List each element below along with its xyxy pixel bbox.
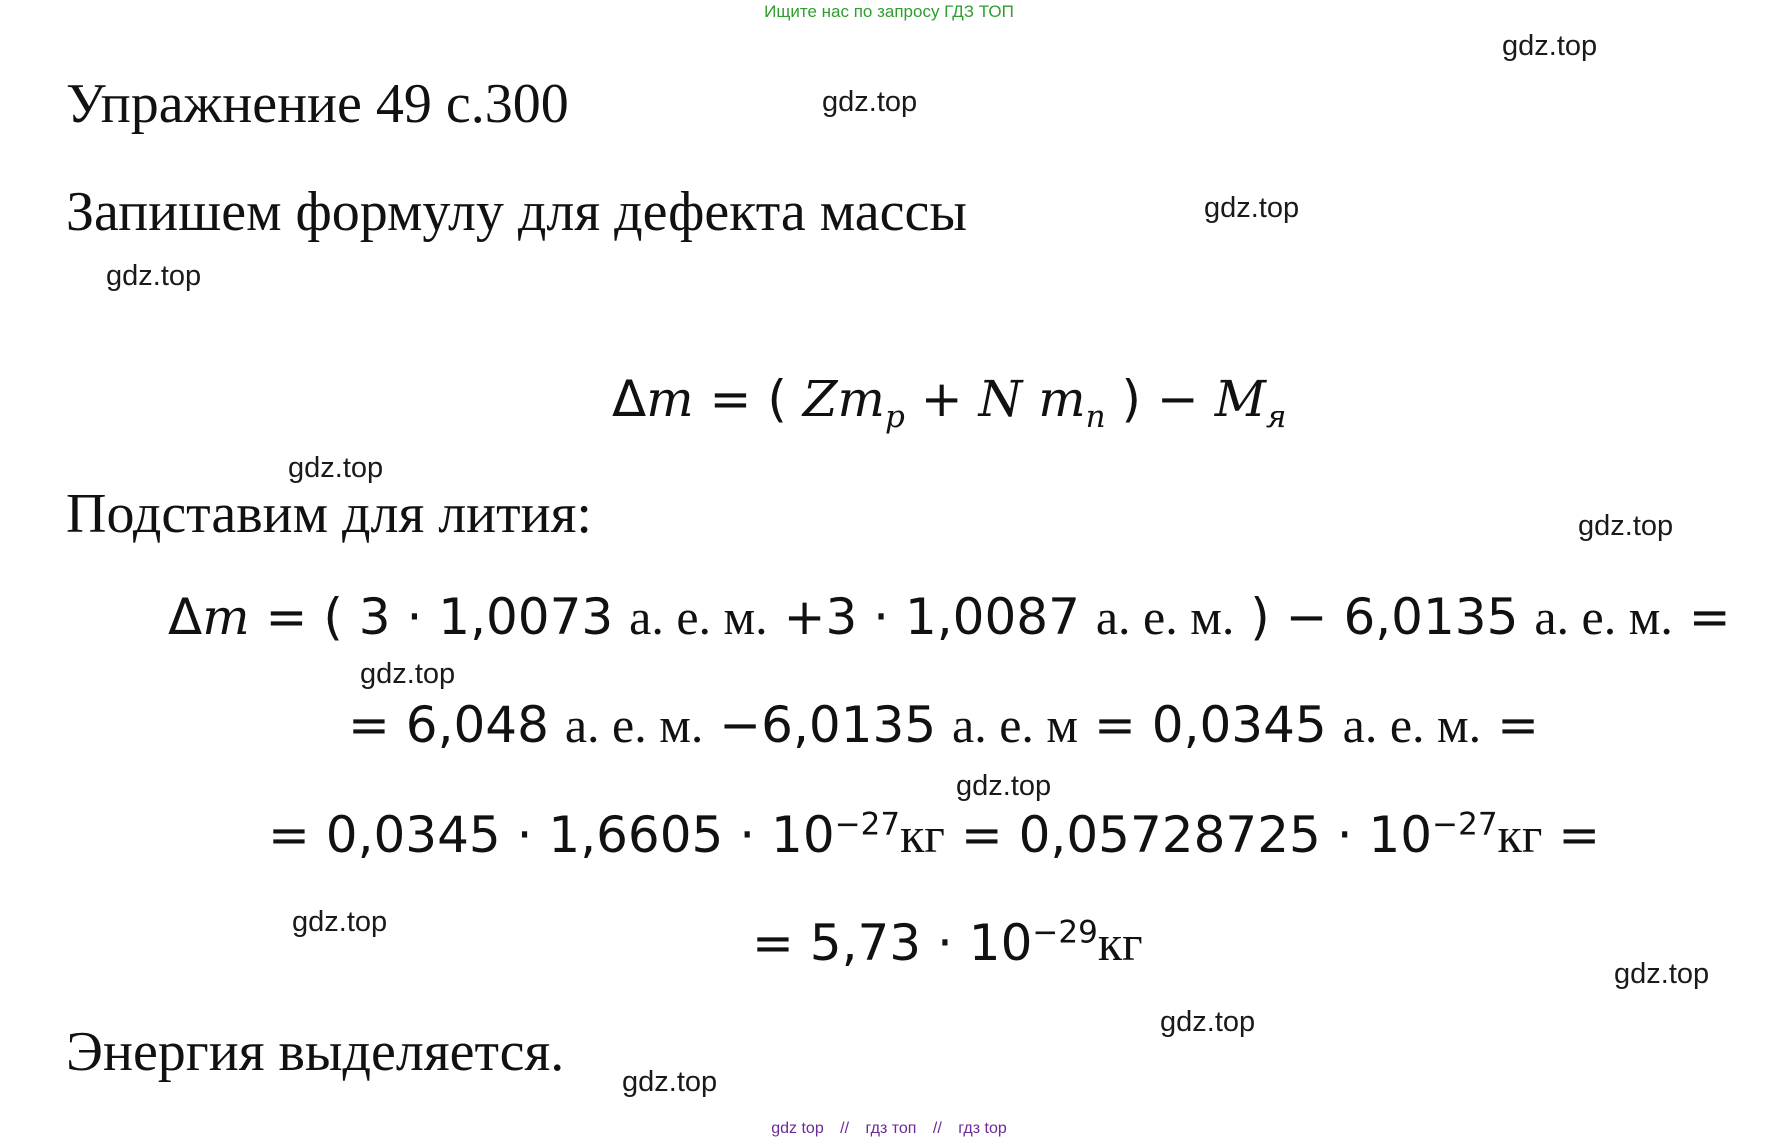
conclusion-text: Энергия выделяется. (66, 1021, 565, 1083)
n-subscript: n (1085, 399, 1106, 435)
watermark: gdz.top (1204, 192, 1300, 224)
unit-amu: а. е. м (952, 697, 1079, 753)
formula-intro-text: Запишем формулу для дефекта массы (66, 181, 967, 243)
equals-sign: = (265, 588, 308, 646)
delta-symbol: Δ (168, 588, 203, 646)
unit-amu: а. е. м. (1095, 589, 1235, 645)
watermark: gdz.top (360, 658, 456, 690)
equals-sign: = (1558, 806, 1601, 864)
watermark: gdz.top (1160, 1006, 1256, 1038)
minus-sign: − (1156, 370, 1199, 428)
banner-link[interactable]: гдз top (958, 1120, 1007, 1137)
calc-term: = 0,05728725 · 10 (960, 806, 1433, 864)
separator: // (932, 1120, 942, 1137)
m-variable: m (1038, 370, 1086, 428)
exponent: −27 (834, 806, 901, 843)
calc-row-2 (348, 696, 1539, 754)
equals-sign: = (1497, 696, 1539, 754)
p-subscript: p (884, 399, 905, 435)
calc-term: 3 · 1,0073 (358, 588, 614, 646)
unit-amu: а. е. м. (1342, 697, 1482, 753)
exponent: −29 (1032, 914, 1098, 951)
exponent: −27 (1432, 806, 1498, 843)
calc-term: +3 · 1,0087 (783, 588, 1080, 646)
calc-term: −6,0135 (719, 696, 937, 754)
watermark: gdz.top (106, 260, 202, 292)
m-variable: m (646, 370, 694, 428)
calc-row-4 (752, 914, 1143, 972)
top-banner: Ищите нас по запросу ГДЗ ТОП (764, 2, 1014, 21)
calc-term: = 0,0345 · 1,6605 · 10 (268, 806, 835, 864)
plus-sign: + (920, 370, 963, 428)
delta-symbol: Δ (612, 370, 647, 428)
bottom-banner (0, 1120, 1778, 1138)
n-variable: N (978, 370, 1023, 428)
calc-row-3 (268, 806, 1600, 864)
equals-sign: = (709, 370, 752, 428)
m-capital-variable: M (1214, 370, 1266, 428)
left-paren: ( (767, 370, 787, 428)
watermark: gdz.top (1578, 510, 1674, 542)
unit-amu: а. е. м. (629, 589, 768, 645)
separator: // (840, 1120, 850, 1137)
exercise-title: Упражнение 49 с.300 (66, 73, 569, 135)
banner-link[interactable]: гдз топ (865, 1120, 917, 1137)
m-variable: m (837, 370, 885, 428)
calc-term: = 5,73 · 10 (752, 914, 1033, 972)
left-paren: ( (323, 588, 343, 646)
unit-amu: а. е. м. (1534, 589, 1673, 645)
unit-kg: кг (1097, 915, 1143, 971)
mass-defect-formula (612, 370, 1287, 435)
m-variable: m (202, 588, 250, 646)
equals-sign: = (1688, 588, 1731, 646)
watermark: gdz.top (822, 86, 918, 118)
right-paren: ) (1121, 370, 1141, 428)
unit-amu: а. е. м. (564, 697, 704, 753)
watermark: gdz.top (1502, 30, 1598, 62)
watermark: gdz.top (622, 1066, 718, 1098)
ya-subscript: я (1265, 399, 1287, 435)
z-variable: Z (802, 370, 838, 428)
unit-kg: кг (900, 807, 945, 863)
unit-kg: кг (1497, 807, 1543, 863)
calc-term: ) − 6,0135 (1250, 588, 1519, 646)
watermark: gdz.top (288, 452, 384, 484)
calc-term: = 0,0345 (1093, 696, 1327, 754)
banner-link[interactable]: gdz top (771, 1120, 824, 1137)
substitute-text: Подставим для лития: (66, 483, 592, 545)
watermark: gdz.top (956, 770, 1052, 802)
calc-row-1 (168, 588, 1731, 646)
watermark: gdz.top (292, 906, 388, 938)
calc-term: = 6,048 (348, 696, 549, 754)
watermark: gdz.top (1614, 958, 1710, 990)
